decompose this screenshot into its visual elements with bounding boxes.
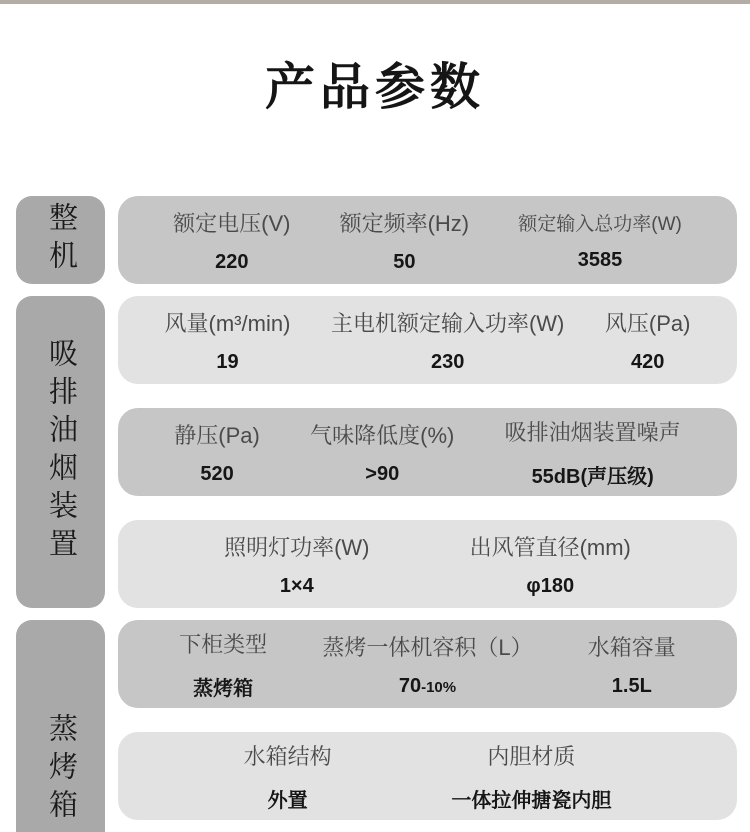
spec-value: φ180 xyxy=(526,574,575,597)
spec-label: 静压(Pa) xyxy=(174,422,260,448)
spec-cell-cabinet-type xyxy=(179,628,267,701)
spec-value: 220 xyxy=(215,250,249,273)
spec-label: 水箱结构 xyxy=(243,743,332,769)
spec-value: 蒸烤箱 xyxy=(193,677,254,700)
sidebar-label-text: 吸排油烟装置 xyxy=(45,338,77,566)
spec-value: 1.5L xyxy=(611,674,652,697)
spec-label: 风压(Pa) xyxy=(604,310,691,336)
spec-panel-pressure-noise xyxy=(118,408,737,496)
sidebar-label-whole-machine xyxy=(16,196,105,284)
spec-cell-wind-pressure xyxy=(605,307,691,374)
spec-label: 额定电压(V) xyxy=(173,210,291,236)
spec-label: 吸排油烟装置噪声 xyxy=(504,419,681,445)
spec-cell-tank-structure xyxy=(244,740,332,813)
spec-label: 下柜类型 xyxy=(179,631,268,657)
spec-label: 额定频率(Hz) xyxy=(339,210,470,236)
spec-panel-rated-power xyxy=(118,196,737,284)
section-steam-oven xyxy=(16,620,750,832)
page-title: 产品参数 xyxy=(265,59,485,115)
spec-panel-oven-capacity xyxy=(118,620,737,708)
spec-value-tolerance: -10% xyxy=(421,678,457,696)
spec-label: 风量(m³/min) xyxy=(164,310,291,336)
spec-sheet xyxy=(0,196,750,832)
spec-value: 230 xyxy=(430,350,465,373)
spec-cell-total-input-power xyxy=(518,209,682,272)
sidebar-label-text: 蒸烤箱 xyxy=(45,713,77,827)
section-whole-machine xyxy=(16,196,750,284)
spec-value: 520 xyxy=(200,462,234,485)
spec-cell-air-volume xyxy=(165,307,291,374)
spec-value: >90 xyxy=(365,462,400,485)
section-range-hood xyxy=(16,296,750,608)
spec-cell-lamp-power xyxy=(224,531,369,598)
spec-cell-rated-frequency xyxy=(340,207,470,274)
spec-label: 额定输入总功率(W) xyxy=(518,213,682,235)
spec-cell-motor-input-power xyxy=(331,307,564,374)
spec-label: 蒸烤一体机容积（L） xyxy=(322,634,533,660)
spec-value: 19 xyxy=(216,350,239,373)
spec-value: 外置 xyxy=(267,789,308,812)
section-rows xyxy=(118,296,737,608)
spec-cell-noise-level xyxy=(505,416,681,489)
spec-label: 照明灯功率(W) xyxy=(224,534,370,560)
spec-cell-water-tank-capacity xyxy=(588,631,676,698)
spec-cell-rated-voltage xyxy=(173,207,290,274)
spec-value: 55dB(声压级) xyxy=(531,465,654,488)
spec-value: 420 xyxy=(630,350,665,373)
sidebar-label-steam-oven xyxy=(16,620,105,832)
spec-value-main: 70 xyxy=(398,674,422,697)
spec-value: 1×4 xyxy=(279,574,314,597)
section-rows xyxy=(118,620,737,832)
sidebar-label-range-hood xyxy=(16,296,105,608)
section-rows xyxy=(118,196,737,284)
spec-label: 主电机额定输入功率(W) xyxy=(330,310,565,336)
spec-label: 内胆材质 xyxy=(487,743,576,769)
spec-panel-airflow xyxy=(118,296,737,384)
spec-cell-static-pressure xyxy=(174,419,260,486)
top-divider-line xyxy=(0,0,750,4)
sidebar-label-text: 整机 xyxy=(45,202,77,278)
spec-panel-tank-liner xyxy=(118,732,737,820)
spec-value xyxy=(399,675,456,698)
spec-label: 水箱容量 xyxy=(587,634,676,660)
spec-cell-oven-volume xyxy=(322,631,532,698)
spec-label: 气味降低度(%) xyxy=(310,422,455,448)
spec-value: 一体拉伸搪瓷内胆 xyxy=(451,789,612,812)
spec-label: 出风管直径(mm) xyxy=(469,534,631,560)
spec-cell-duct-diameter xyxy=(470,531,631,598)
spec-panel-lamp-duct xyxy=(118,520,737,608)
spec-cell-liner-material xyxy=(451,740,611,813)
spec-cell-odor-reduction xyxy=(310,419,454,486)
spec-value: 3585 xyxy=(577,248,623,271)
spec-value: 50 xyxy=(393,250,416,273)
